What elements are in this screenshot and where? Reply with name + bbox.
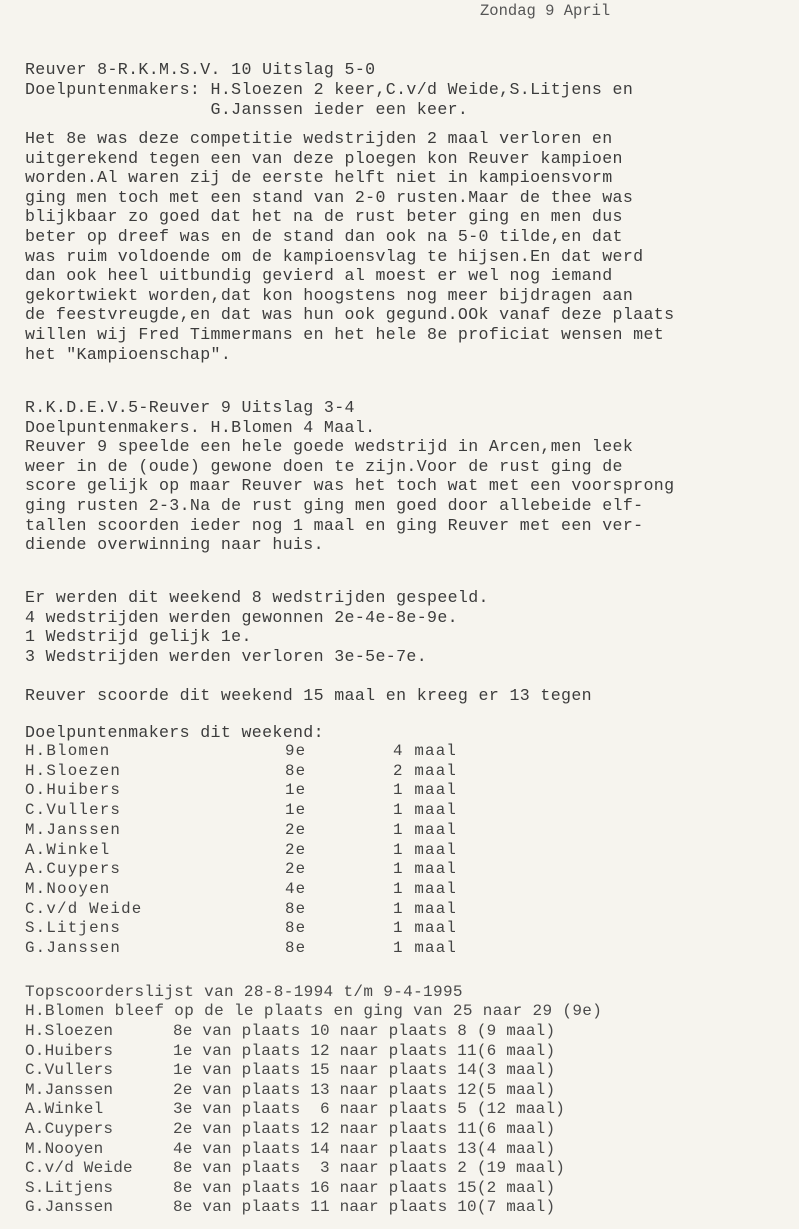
table-row <box>25 880 457 900</box>
scorer-name: G.Janssen <box>25 939 122 958</box>
scorer-name: M.Nooyen <box>25 879 111 898</box>
table-row <box>25 860 457 880</box>
top-scorer-name: G.Janssen <box>25 1198 114 1217</box>
report-line: de feestvreugde,en dat was hun ook gegund.OOk vanaf deze plaats <box>25 305 675 325</box>
top-scorer-name: H.Sloezen <box>25 1022 114 1040</box>
scorer-name: H.Sloezen <box>25 761 122 780</box>
table-row <box>25 1140 565 1160</box>
report-line: score gelijk op maar Reuver was het toch wat met een voorsprong <box>25 476 675 496</box>
weekend-scorers-table <box>25 742 457 959</box>
table-row <box>25 900 457 920</box>
report-line: uitgerekend tegen een van deze ploegen kon Reuver kampioen <box>25 148 623 168</box>
scorer-team: 1e <box>285 801 307 820</box>
report-line: diende overwinning naar huis. <box>25 535 324 555</box>
top-scorer-name: M.Janssen <box>25 1080 114 1099</box>
summary-line: 4 wedstrijden werden gewonnen 2e-4e-8e-9e. <box>25 607 458 627</box>
match1-scorers: Doelpuntenmakers: H.Sloezen 2 keer,C.v/d Weide,S.Litjens en <box>25 80 634 99</box>
scorer-name: M.Janssen <box>25 820 122 839</box>
report-line: blijkbaar zo goed dat het na de rust beter ging en men dus <box>25 207 623 227</box>
scorer-name: C.Vullers <box>25 801 122 820</box>
scorer-team: 8e <box>285 919 307 938</box>
scorer-goals: 2 maal <box>393 761 458 780</box>
report-line: tallen scoorden ieder nog 1 maal en ging Reuver met een ver- <box>25 515 644 535</box>
table-row <box>25 742 457 762</box>
table-row <box>25 1081 565 1101</box>
top-scorers-title: Topscoorderslijst van 28-8-1994 t/m 9-4-1995 <box>25 983 463 1001</box>
scorer-goals: 1 maal <box>393 781 458 800</box>
report-line: het "Kampioenschap". <box>25 344 232 364</box>
top-scorer-detail: 8e van plaats 10 naar plaats 8 (9 maal) <box>173 1022 556 1040</box>
top-scorers-leader: H.Blomen bleef op de le plaats en ging van 25 naar 29 (9e) <box>25 1002 603 1020</box>
table-row <box>25 841 457 861</box>
scorer-goals: 1 maal <box>393 879 458 898</box>
scorer-goals: 1 maal <box>393 919 458 938</box>
table-row <box>25 801 457 821</box>
scorer-name: A.Cuypers <box>25 860 122 879</box>
summary-line: Er werden dit weekend 8 wedstrijden gespeeld. <box>25 588 489 607</box>
scorer-name: S.Litjens <box>25 919 122 938</box>
table-row <box>25 919 457 939</box>
top-scorer-detail: 8e van plaats 3 naar plaats 2 (19 maal) <box>173 1159 566 1178</box>
top-scorer-detail: 3e van plaats 6 naar plaats 5 (12 maal) <box>173 1100 566 1119</box>
scorer-goals: 1 maal <box>393 801 458 820</box>
weekend-scorers-title: Doelpuntenmakers dit weekend: <box>25 723 324 742</box>
table-row <box>25 1198 565 1218</box>
scorer-goals: 4 maal <box>393 742 458 760</box>
top-scorer-detail: 8e van plaats 11 naar plaats 10(7 maal) <box>173 1198 556 1217</box>
scorer-goals: 1 maal <box>393 939 458 958</box>
weekend-summary <box>25 588 489 666</box>
scorer-team: 8e <box>285 761 307 780</box>
report-line: was ruim voldoende om de kampioensvlag te hijsen.En dat werd <box>25 246 644 266</box>
table-row <box>25 781 457 801</box>
top-scorers-table <box>25 1022 565 1218</box>
scorer-team: 2e <box>285 820 307 839</box>
scorer-team: 4e <box>285 879 307 898</box>
table-row <box>25 821 457 841</box>
scorer-team: 2e <box>285 840 307 859</box>
scorer-goals: 1 maal <box>393 840 458 859</box>
top-scorer-name: C.v/d Weide <box>25 1159 133 1178</box>
scorer-goals: 1 maal <box>393 899 458 918</box>
top-scorer-name: O.Huibers <box>25 1041 114 1060</box>
report-line: beter op dreef was en de stand dan ook na 5-0 tilde,en dat <box>25 226 623 246</box>
table-row <box>25 1022 565 1042</box>
top-scorer-detail: 4e van plaats 14 naar plaats 13(4 maal) <box>173 1139 556 1158</box>
table-row <box>25 1179 565 1199</box>
document-date: Zondag 9 April <box>480 2 611 20</box>
table-row <box>25 939 457 959</box>
match2-scorers: Doelpuntenmakers. H.Blomen 4 Maal. <box>25 417 376 437</box>
report-line: ging rusten 2-3.Na de rust ging men goed door allebeide elf- <box>25 495 644 515</box>
report-line: gekortwiekt worden,dat kon hoogstens nog meer bijdragen aan <box>25 285 634 305</box>
scorer-team: 1e <box>285 781 307 800</box>
scorer-name: A.Winkel <box>25 840 111 859</box>
table-row <box>25 1100 565 1120</box>
scorer-team: 2e <box>285 860 307 879</box>
report-line: Het 8e was deze competitie wedstrijden 2 maal verloren en <box>25 129 613 148</box>
match1-result: Reuver 8-R.K.M.S.V. 10 Uitslag 5-0 <box>25 60 376 79</box>
match1-report <box>25 129 674 364</box>
table-row <box>25 762 457 782</box>
scorer-team: 8e <box>285 899 307 918</box>
top-scorer-detail: 8e van plaats 16 naar plaats 15(2 maal) <box>173 1178 556 1197</box>
scorer-name: C.v/d Weide <box>25 899 143 918</box>
scorer-goals: 1 maal <box>393 860 458 879</box>
report-line: Reuver 9 speelde een hele goede wedstrijd in Arcen,men leek <box>25 437 634 457</box>
match2-section <box>25 398 674 555</box>
top-scorer-detail: 2e van plaats 12 naar plaats 11(6 maal) <box>173 1119 556 1138</box>
report-line: weer in de (oude) gewone doen te zijn.Voor de rust ging de <box>25 456 623 476</box>
top-scorer-detail: 2e van plaats 13 naar plaats 12(5 maal) <box>173 1080 556 1099</box>
table-row <box>25 1061 565 1081</box>
summary-line: 1 Wedstrijd gelijk 1e. <box>25 627 252 647</box>
scorer-name: H.Blomen <box>25 742 111 760</box>
match2-result: R.K.D.E.V.5-Reuver 9 Uitslag 3-4 <box>25 398 355 417</box>
top-scorer-detail: 1e van plaats 15 naar plaats 14(3 maal) <box>173 1061 556 1080</box>
scorer-team: 9e <box>285 742 307 760</box>
match1-scorers-continued: G.Janssen ieder een keer. <box>25 100 469 119</box>
report-line: ging men toch met een stand van 2-0 rusten.Maar de thee was <box>25 187 634 207</box>
report-line: willen wij Fred Timmermans en het hele 8e proficiat wensen met <box>25 324 665 344</box>
top-scorer-detail: 1e van plaats 12 naar plaats 11(6 maal) <box>173 1041 556 1060</box>
top-scorer-name: A.Cuypers <box>25 1119 114 1138</box>
table-row <box>25 1120 565 1140</box>
top-scorer-name: C.Vullers <box>25 1061 114 1080</box>
scorer-goals: 1 maal <box>393 820 458 839</box>
scorer-team: 8e <box>285 939 307 958</box>
top-scorer-name: A.Winkel <box>25 1100 104 1119</box>
summary-line: 3 Wedstrijden werden verloren 3e-5e-7e. <box>25 646 428 666</box>
report-line: dan ook heel uitbundig gevierd al moest er wel nog iemand <box>25 266 613 286</box>
scorer-name: O.Huibers <box>25 781 122 800</box>
report-line: worden.Al waren zij de eerste helft niet in kampioensvorm <box>25 168 613 188</box>
top-scorer-name: M.Nooyen <box>25 1139 104 1158</box>
top-scorer-name: S.Litjens <box>25 1178 114 1197</box>
table-row <box>25 1042 565 1062</box>
table-row <box>25 1159 565 1179</box>
weekend-goals: Reuver scoorde dit weekend 15 maal en kreeg er 13 tegen <box>25 686 592 705</box>
